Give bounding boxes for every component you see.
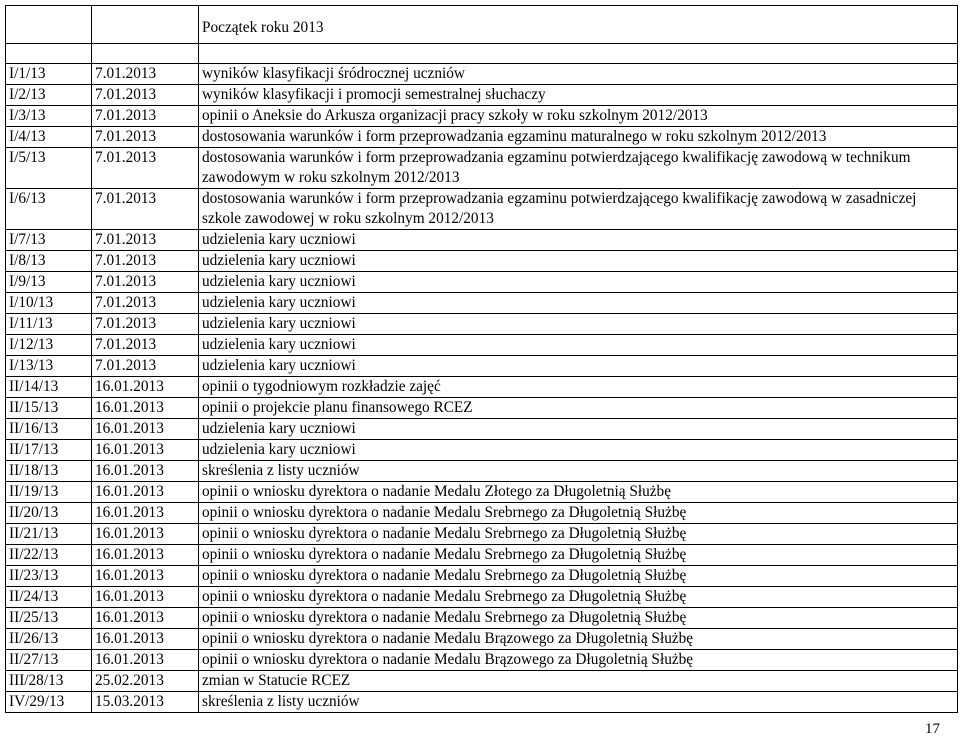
resolution-date: 16.01.2013 [92, 398, 199, 419]
resolution-subject: wyników klasyfikacji i promocji semestralnej słuchaczy [199, 85, 958, 106]
resolution-subject: opinii o wniosku dyrektora o nadanie Medalu Brązowego za Długoletnią Służbę [199, 650, 958, 671]
resolution-number: I/12/13 [6, 335, 92, 356]
resolution-subject: dostosowania warunków i form przeprowadzania egzaminu maturalnego w roku szkolnym 2012/2013 [199, 127, 958, 148]
resolution-date: 7.01.2013 [92, 189, 199, 230]
table-row [6, 587, 958, 608]
section-title: Początek roku 2013 [199, 6, 958, 44]
resolution-subject: udzielenia kary uczniowi [199, 356, 958, 377]
table-row [6, 335, 958, 356]
resolution-date: 7.01.2013 [92, 230, 199, 251]
resolution-date: 16.01.2013 [92, 419, 199, 440]
resolution-subject: dostosowania warunków i form przeprowadzania egzaminu potwierdzającego kwalifikację zawodową w technikum zawodowym w roku szkolnym 2012/2013 [199, 148, 958, 189]
resolution-number: II/25/13 [6, 608, 92, 629]
resolution-date: 7.01.2013 [92, 272, 199, 293]
table-row [6, 419, 958, 440]
spacer-cell [6, 44, 92, 64]
resolution-number: II/23/13 [6, 566, 92, 587]
resolution-subject: opinii o wniosku dyrektora o nadanie Medalu Srebrnego za Długoletnią Służbę [199, 587, 958, 608]
table-row [6, 608, 958, 629]
resolution-date: 16.01.2013 [92, 503, 199, 524]
resolution-number: II/17/13 [6, 440, 92, 461]
table-row [6, 230, 958, 251]
table-row [6, 189, 958, 230]
resolution-number: I/11/13 [6, 314, 92, 335]
resolution-date: 7.01.2013 [92, 293, 199, 314]
resolution-subject: opinii o wniosku dyrektora o nadanie Medalu Złotego za Długoletnią Służbę [199, 482, 958, 503]
resolution-date: 16.01.2013 [92, 650, 199, 671]
resolution-subject: wyników klasyfikacji śródrocznej uczniów [199, 64, 958, 85]
resolution-subject: zmian w Statucie RCEZ [199, 671, 958, 692]
resolution-date: 7.01.2013 [92, 64, 199, 85]
table-row [6, 545, 958, 566]
resolution-date: 7.01.2013 [92, 127, 199, 148]
table-row [6, 293, 958, 314]
resolution-number: II/21/13 [6, 524, 92, 545]
spacer-row [6, 44, 958, 64]
resolution-date: 7.01.2013 [92, 335, 199, 356]
resolution-subject: udzielenia kary uczniowi [199, 230, 958, 251]
resolution-subject: udzielenia kary uczniowi [199, 335, 958, 356]
resolution-subject: udzielenia kary uczniowi [199, 314, 958, 335]
resolution-subject: skreślenia z listy uczniów [199, 692, 958, 713]
resolution-subject: opinii o wniosku dyrektora o nadanie Medalu Srebrnego za Długoletnią Służbę [199, 524, 958, 545]
resolution-number: I/1/13 [6, 64, 92, 85]
header-cell-empty-2 [92, 6, 199, 44]
resolution-number: I/3/13 [6, 106, 92, 127]
resolution-number: I/7/13 [6, 230, 92, 251]
resolution-number: II/15/13 [6, 398, 92, 419]
resolution-date: 15.03.2013 [92, 692, 199, 713]
resolution-date: 16.01.2013 [92, 566, 199, 587]
resolution-subject: opinii o wniosku dyrektora o nadanie Medalu Brązowego za Długoletnią Służbę [199, 629, 958, 650]
table-row [6, 64, 958, 85]
resolutions-table [5, 5, 958, 713]
resolution-subject: opinii o Aneksie do Arkusza organizacji pracy szkoły w roku szkolnym 2012/2013 [199, 106, 958, 127]
resolution-number: I/5/13 [6, 148, 92, 189]
header-cell-empty-1 [6, 6, 92, 44]
resolution-date: 16.01.2013 [92, 482, 199, 503]
resolution-date: 7.01.2013 [92, 85, 199, 106]
resolution-subject: opinii o wniosku dyrektora o nadanie Medalu Srebrnego za Długoletnią Służbę [199, 545, 958, 566]
resolution-date: 16.01.2013 [92, 377, 199, 398]
table-row [6, 148, 958, 189]
table-row [6, 692, 958, 713]
resolution-date: 16.01.2013 [92, 629, 199, 650]
resolution-date: 25.02.2013 [92, 671, 199, 692]
table-row [6, 85, 958, 106]
resolution-subject: udzielenia kary uczniowi [199, 440, 958, 461]
resolution-date: 16.01.2013 [92, 545, 199, 566]
resolution-subject: opinii o wniosku dyrektora o nadanie Medalu Srebrnego za Długoletnią Służbę [199, 608, 958, 629]
resolution-number: I/6/13 [6, 189, 92, 230]
resolution-date: 7.01.2013 [92, 314, 199, 335]
table-row [6, 671, 958, 692]
page-number: 17 [925, 721, 940, 737]
resolution-subject: udzielenia kary uczniowi [199, 293, 958, 314]
resolution-subject: opinii o wniosku dyrektora o nadanie Medalu Srebrnego za Długoletnią Służbę [199, 503, 958, 524]
resolution-subject: dostosowania warunków i form przeprowadzania egzaminu potwierdzającego kwalifikację zawodową w zasadniczej szkole zawodowej w roku szkolnym 2012/2013 [199, 189, 958, 230]
resolution-number: I/4/13 [6, 127, 92, 148]
resolution-date: 16.01.2013 [92, 461, 199, 482]
resolution-number: II/16/13 [6, 419, 92, 440]
resolution-number: II/19/13 [6, 482, 92, 503]
resolution-subject: skreślenia z listy uczniów [199, 461, 958, 482]
table-row [6, 629, 958, 650]
resolution-number: II/22/13 [6, 545, 92, 566]
resolution-date: 7.01.2013 [92, 356, 199, 377]
resolution-number: II/18/13 [6, 461, 92, 482]
table-row [6, 314, 958, 335]
resolution-number: I/8/13 [6, 251, 92, 272]
table-row [6, 356, 958, 377]
resolution-number: II/14/13 [6, 377, 92, 398]
resolution-subject: opinii o projekcie planu finansowego RCEZ [199, 398, 958, 419]
resolution-date: 16.01.2013 [92, 440, 199, 461]
resolution-number: II/26/13 [6, 629, 92, 650]
spacer-cell [199, 44, 958, 64]
table-row [6, 106, 958, 127]
resolution-date: 7.01.2013 [92, 251, 199, 272]
resolution-number: IV/29/13 [6, 692, 92, 713]
resolution-number: I/13/13 [6, 356, 92, 377]
resolution-subject: udzielenia kary uczniowi [199, 419, 958, 440]
table-row [6, 251, 958, 272]
table-row [6, 650, 958, 671]
resolution-subject: opinii o wniosku dyrektora o nadanie Medalu Srebrnego za Długoletnią Służbę [199, 566, 958, 587]
resolution-number: I/10/13 [6, 293, 92, 314]
table-row [6, 272, 958, 293]
resolution-number: II/24/13 [6, 587, 92, 608]
resolution-date: 16.01.2013 [92, 608, 199, 629]
table-row [6, 461, 958, 482]
spacer-cell [92, 44, 199, 64]
resolution-date: 16.01.2013 [92, 524, 199, 545]
resolution-number: III/28/13 [6, 671, 92, 692]
header-row [6, 6, 958, 44]
table-row [6, 440, 958, 461]
resolution-number: II/20/13 [6, 503, 92, 524]
table-row [6, 377, 958, 398]
table-row [6, 524, 958, 545]
resolution-subject: udzielenia kary uczniowi [199, 251, 958, 272]
resolution-number: I/9/13 [6, 272, 92, 293]
table-row [6, 398, 958, 419]
resolution-subject: udzielenia kary uczniowi [199, 272, 958, 293]
resolution-date: 7.01.2013 [92, 106, 199, 127]
resolution-number: II/27/13 [6, 650, 92, 671]
table-row [6, 482, 958, 503]
table-row [6, 127, 958, 148]
table-row [6, 566, 958, 587]
table-row [6, 503, 958, 524]
resolution-subject: opinii o tygodniowym rozkładzie zajęć [199, 377, 958, 398]
resolution-date: 16.01.2013 [92, 587, 199, 608]
resolution-number: I/2/13 [6, 85, 92, 106]
resolution-date: 7.01.2013 [92, 148, 199, 189]
